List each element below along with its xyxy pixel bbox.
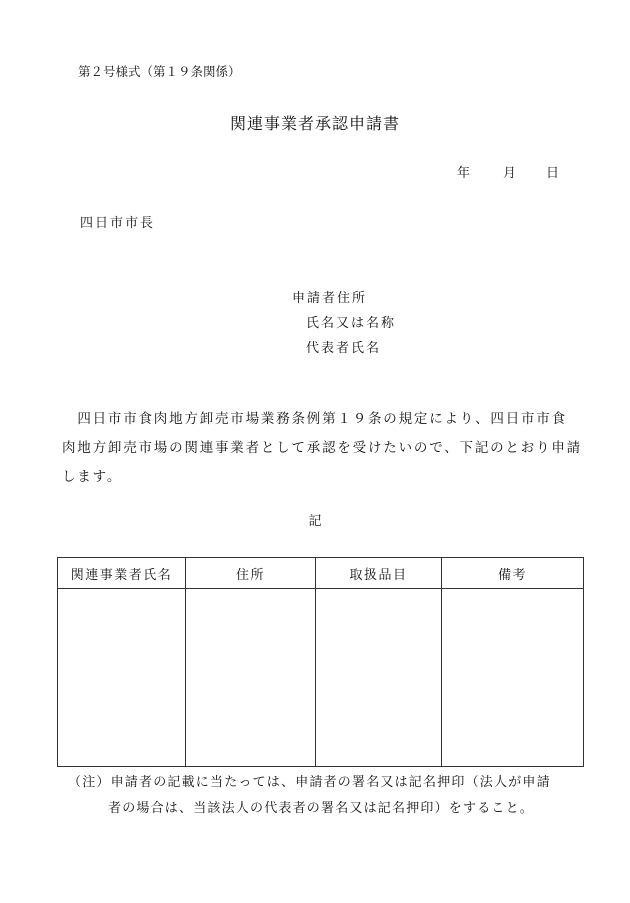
table-row <box>58 589 584 767</box>
column-header-address: 住所 <box>186 558 316 589</box>
address-cell[interactable] <box>186 589 316 767</box>
date-month-label: 月 <box>503 166 517 181</box>
ki-heading: 記 <box>308 514 322 529</box>
form-number: 第２号様式（第１９条関係） <box>78 64 241 79</box>
column-header-business-name: 関連事業者氏名 <box>58 558 186 589</box>
date-year-label: 年 <box>457 166 471 181</box>
column-header-remarks: 備考 <box>442 558 584 589</box>
remarks-cell[interactable] <box>442 589 584 767</box>
applicant-name-label: 氏名又は名称 <box>306 316 397 331</box>
applicant-address-label: 申請者住所 <box>292 291 368 306</box>
note-line-2: 者の場合は、当該法人の代表者の署名又は記名押印）をすること。 <box>108 801 535 816</box>
document-title: 関連事業者承認申請書 <box>229 114 400 133</box>
related-business-table <box>57 557 584 767</box>
date-day-label: 日 <box>546 166 560 181</box>
business-name-cell[interactable] <box>58 589 186 767</box>
representative-name-label: 代表者氏名 <box>306 341 382 356</box>
column-header-handled-items: 取扱品目 <box>316 558 442 589</box>
table-header-row <box>58 558 584 589</box>
handled-items-cell[interactable] <box>316 589 442 767</box>
application-statement <box>62 405 582 492</box>
note-line-1: （注）申請者の記載に当たっては、申請者の署名又は記名押印（法人が申請 <box>68 775 551 790</box>
addressee: 四日市市長 <box>80 216 156 231</box>
application-statement-text: 四日市市食肉地方卸売市場業務条例第１９条の規定により、四日市市食肉地方卸売市場の関連事業者として承認を受けたいので、下記のとおり申請します。 <box>62 411 582 485</box>
